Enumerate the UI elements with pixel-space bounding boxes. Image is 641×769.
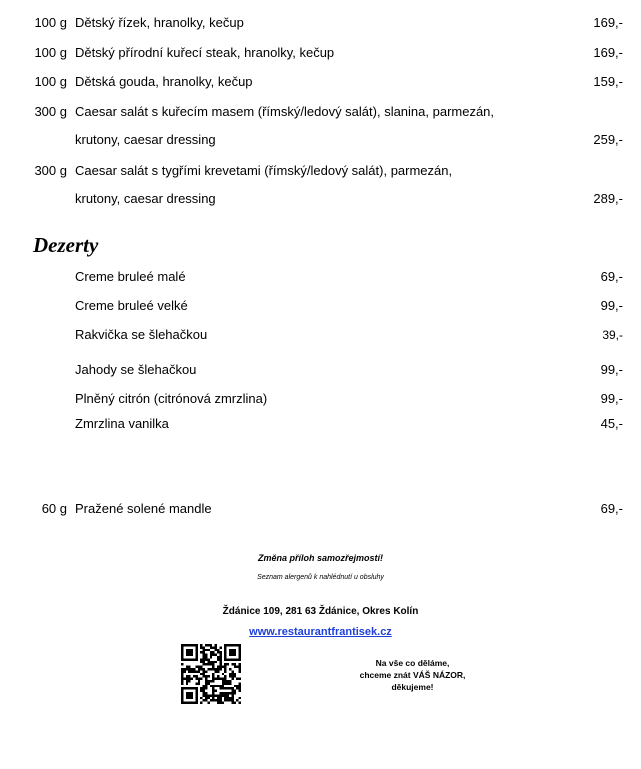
item-description: Dětský řízek, hranolky, kečup [75,15,244,30]
side-dish-note: Změna příloh samozřejmostí! [257,553,384,563]
item-description-line2: krutony, caesar dressing [75,191,216,206]
item-description: Zmrzlina vanilka [75,416,169,431]
address: Ždánice 109, 281 63 Ždánice, Okres Kolín [222,606,419,617]
item-price: 99,- [600,362,623,377]
item-description: Pražené solené mandle [75,501,212,516]
opinion-line: děkujeme! [391,682,434,692]
item-weight: 100 g [34,45,67,60]
item-price: 99,- [600,298,623,313]
item-weight: 300 g [34,104,67,119]
allergen-note: Seznam alergenů k nahlédnutí u obsluhy [257,574,384,581]
item-price: 39,- [602,328,623,342]
item-description: Caesar salát s tygřími krevetami (římský/ledový salát), parmezán, [75,163,453,178]
website-link[interactable]: www.restaurantfrantisek.cz [249,626,392,638]
item-price: 99,- [600,391,623,406]
opinion-line: chceme znát VÁŠ NÁZOR, [359,670,466,680]
item-price: 69,- [600,269,623,284]
item-price: 169,- [593,15,623,30]
qr-code [181,644,241,704]
item-description: Creme bruleé velké [75,298,188,313]
opinion-note [355,657,470,693]
item-description: Dětský přírodní kuřecí steak, hranolky, kečup [75,45,335,60]
item-description: Jahody se šlehačkou [75,362,197,377]
item-description: Creme bruleé malé [75,269,186,284]
item-weight: 100 g [34,15,67,30]
opinion-line: Na vše co děláme, [375,658,450,668]
item-description: Plněný citrón (citrónová zmrzlina) [75,391,268,406]
item-price: 69,- [600,501,623,516]
item-price: 169,- [593,45,623,60]
item-price: 159,- [593,74,623,89]
item-price: 289,- [593,191,623,206]
item-description: Dětská gouda, hranolky, kečup [75,74,253,89]
item-weight: 100 g [34,74,67,89]
item-price: 45,- [600,416,623,431]
item-price: 259,- [593,132,623,147]
item-weight: 60 g [41,501,67,516]
item-description: Caesar salát s kuřecím masem (římský/ledový salát), slanina, parmezán, [75,104,495,119]
item-weight: 300 g [34,163,67,178]
item-description: Rakvička se šlehačkou [75,327,208,342]
section-heading-desserts: Dezerty [33,233,99,257]
item-description-line2: krutony, caesar dressing [75,132,216,147]
